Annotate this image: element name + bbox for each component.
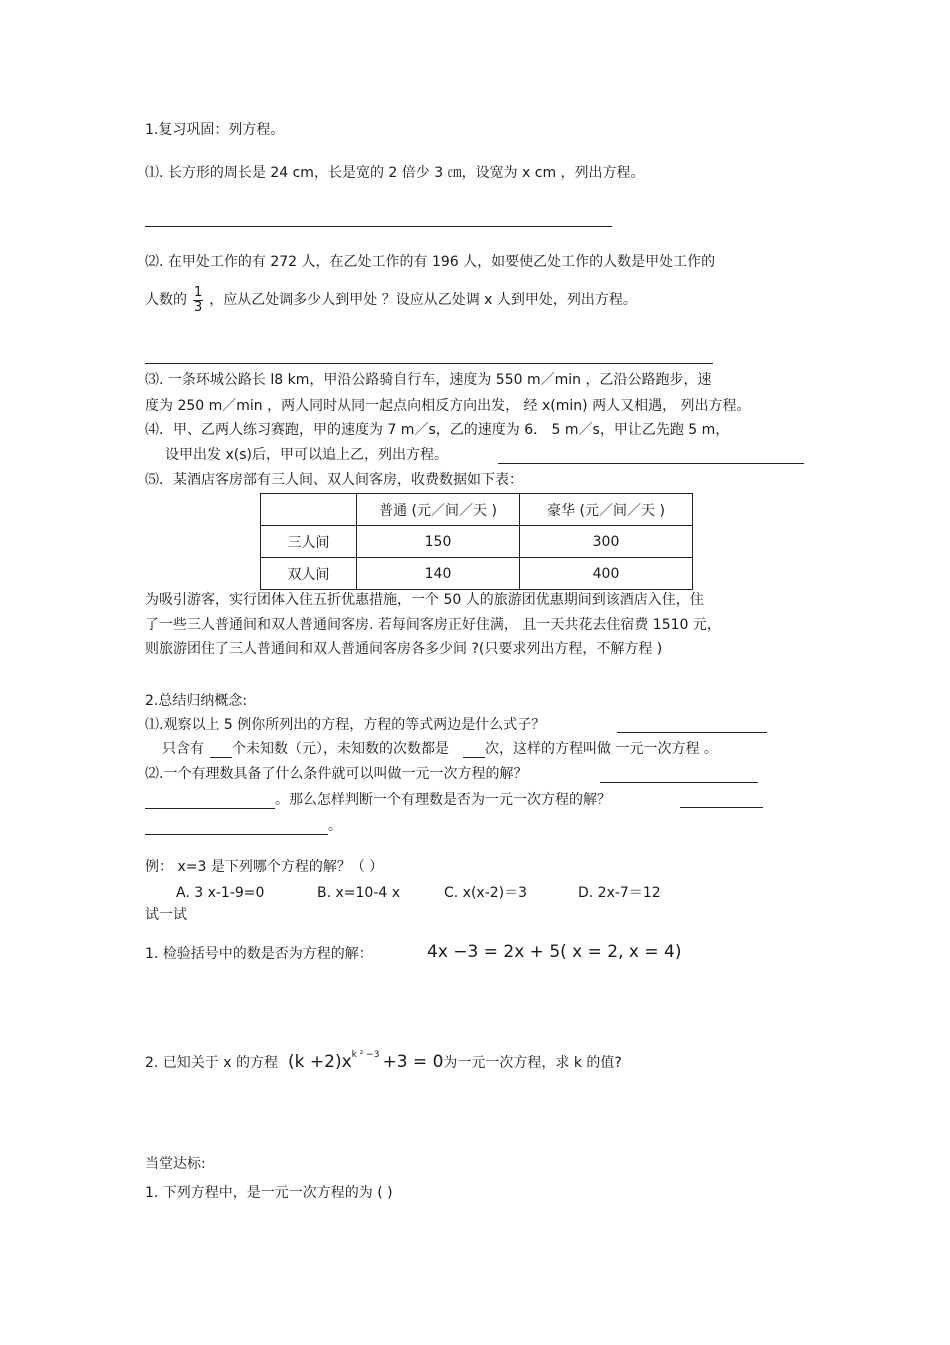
- s2-q2-followup-line: [680, 807, 763, 808]
- s2-q1-part-c: 次，这样的方程叫做 一元一次方程 。: [485, 741, 718, 757]
- q2-text-line1: ⑵. 在甲处工作的有 272 人，在乙处工作的有 196 人，如要使乙处工作的人数是甲处工作的: [145, 254, 716, 270]
- try-heading: 试一试: [145, 907, 187, 923]
- try-q2-exponent: k ² −3: [351, 1050, 380, 1060]
- table-cell: 150: [357, 526, 520, 558]
- try-q1-equation: 4x −3 = 2x + 5( x = 2, x = 4): [427, 942, 682, 962]
- try-q1-text: 1. 检验括号中的数是否为方程的解：: [145, 946, 373, 962]
- q3-text-line1: ⑶. 一条环城公路长 l8 km，甲沿公路骑自行车，速度为 550 m／min ，乙沿公路跑步，速: [145, 372, 712, 388]
- example-option-d: D. 2x-7＝12: [578, 885, 661, 901]
- s2-q2-line2: [145, 791, 611, 809]
- s2-q1-text: ⑴.观察以上 5 例你所列出的方程，方程的等式两边是什么式子？: [145, 717, 546, 733]
- section2-heading: 2.总结归纳概念:: [145, 693, 248, 709]
- table-cell: 300: [520, 526, 693, 558]
- s2-q2-followup: 。那么怎样判断一个有理数是否为一元一次方程的解？: [275, 792, 611, 808]
- blank-unknown-count: [210, 743, 232, 758]
- table-header-cell: 豪华 (元／间／天 ): [520, 494, 693, 526]
- s2-q1-part-a: 只含有: [162, 741, 204, 757]
- fraction-numerator: 1: [194, 284, 203, 300]
- q5-text-line3: 则旅游团住了三人普通间和双人普通间客房各多少间 ?(只要求列出方程，不解方程 ): [145, 641, 663, 657]
- table-row: [261, 558, 693, 590]
- room-fee-table: [260, 493, 693, 590]
- table-header-row: [261, 494, 693, 526]
- table-row: [261, 526, 693, 558]
- try-q2-equation-b: +3 = 0: [382, 1052, 444, 1072]
- table-header-cell: [261, 494, 357, 526]
- s2-q1-part-b: 个未知数（元），未知数的次数都是: [232, 741, 449, 757]
- table-header-cell: 普通 (元／间／天 ): [357, 494, 520, 526]
- s2-q2-blank: [145, 794, 275, 809]
- s2-q2-answer-line: [600, 782, 758, 783]
- q2-prefix: 人数的: [145, 292, 187, 308]
- q4-text-line1: ⑷．甲、乙两人练习赛跑，甲的速度为 7 m／s，乙的速度为 6． 5 m／s，甲让乙先跑 5 m，: [145, 422, 730, 438]
- table-cell: 双人间: [261, 558, 357, 590]
- table-cell: 140: [357, 558, 520, 590]
- s2-q2-text: ⑵.一个有理数具备了什么条件就可以叫做一元一次方程的解？: [145, 766, 528, 782]
- practice-heading: 当堂达标:: [145, 1156, 206, 1172]
- q4-answer-line: [498, 463, 804, 464]
- try-q2-equation-a: (k +2)x: [288, 1052, 352, 1072]
- q5-text-line2: 了一些三人普通间和双人普通间客房. 若每间客房正好住满， 且一天共花去住宿费 1510 元，: [145, 617, 721, 633]
- try-q2-suffix: 为一元一次方程，求 k 的值?: [443, 1055, 622, 1071]
- table-cell: 400: [520, 558, 693, 590]
- q5-text-line1: 为吸引游客，实行团体入住五折优惠措施，一个 50 人的旅游团优惠期间到该酒店入住，住: [145, 592, 704, 608]
- blank-degree: [463, 743, 485, 758]
- s2-q2-followup-blank: [145, 820, 328, 835]
- table-cell: 三人间: [261, 526, 357, 558]
- practice-q1: 1. 下列方程中，是一元一次方程的为 ( ): [145, 1185, 393, 1201]
- q2-text-line2: [145, 284, 637, 316]
- q3-text-line2: 度为 250 m／min ，两人同时从同一起点向相反方向出发， 经 x(min) 两人又相遇， 列出方程。: [145, 398, 751, 414]
- fraction-one-third: [193, 286, 203, 315]
- example-option-c: C. x(x-2)＝3: [444, 885, 528, 901]
- try-q2: [145, 1044, 622, 1074]
- example-option-b: B. x=10-4 x: [317, 885, 401, 901]
- q1-text: ⑴. 长方形的周长是 24 cm，长是宽的 2 倍少 3 ㎝，设宽为 x cm ，列出方程。: [145, 165, 645, 181]
- try-q2-prefix: 2. 已知关于 x 的方程: [145, 1055, 278, 1071]
- example-option-a: A. 3 x-1-9=0: [176, 885, 265, 901]
- q1-answer-line: [145, 226, 612, 227]
- example-question: 例： x=3 是下列哪个方程的解？（ ）: [145, 859, 384, 875]
- s2-q2-line3: [145, 817, 342, 835]
- s2-q1-line2: [162, 740, 718, 758]
- section1-heading: 1.复习巩固：列方程。: [145, 122, 285, 138]
- s2-q2-end: 。: [328, 818, 342, 834]
- q5-intro: ⑸．某酒店客房部有三人间、双人间客房，收费数据如下表：: [145, 472, 523, 488]
- q2-suffix: ，应从乙处调多少人到甲处 ？设应从乙处调 x 人到甲处，列出方程。: [209, 292, 637, 308]
- s2-q1-answer-line: [617, 732, 767, 733]
- q4-text-line2: 设甲出发 x(s)后，甲可以追上乙，列出方程。: [165, 447, 448, 463]
- q2-answer-line: [145, 363, 713, 364]
- fraction-denominator: 3: [194, 299, 203, 315]
